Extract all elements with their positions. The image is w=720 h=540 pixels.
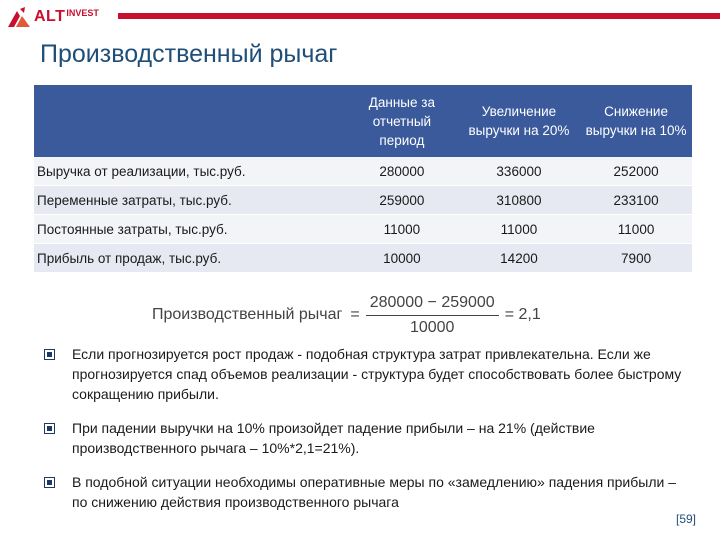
- formula-lhs: Производственный рычаг: [152, 306, 343, 323]
- cell-value: 252000: [580, 157, 692, 186]
- logo-invest-text: INVEST: [66, 8, 99, 18]
- leverage-table: [34, 85, 692, 273]
- logo-arrows-icon: [8, 7, 30, 27]
- cell-value: 14200: [458, 244, 580, 273]
- square-bullet-icon: [44, 423, 55, 434]
- table-row: [34, 157, 692, 186]
- list-item: [44, 472, 694, 512]
- row-label: Переменные затраты, тыс.руб.: [34, 186, 346, 215]
- square-bullet-icon: [44, 477, 55, 488]
- cell-value: 11000: [458, 215, 580, 244]
- row-label: Прибыль от продаж, тыс.руб.: [34, 244, 346, 273]
- header-divider: [118, 13, 720, 19]
- cell-value: 11000: [580, 215, 692, 244]
- formula-numerator: 280000 − 259000: [366, 294, 499, 316]
- altinvest-logo: [8, 6, 99, 28]
- formula-equals: =: [350, 306, 360, 323]
- table-row: [34, 215, 692, 244]
- formula-fraction: [366, 294, 499, 337]
- header-revenue-increase: Увеличение выручки на 20%: [458, 85, 580, 157]
- header-blank-cell: [34, 85, 346, 157]
- bullet-list: [44, 344, 697, 526]
- formula-result: = 2,1: [504, 306, 541, 323]
- cell-value: 233100: [580, 186, 692, 215]
- square-bullet-icon: [44, 349, 55, 360]
- logo-alt-text: ALT: [34, 8, 66, 25]
- header-revenue-decrease: Снижение выручки на 10%: [580, 85, 692, 157]
- bullet-text: При падении выручки на 10% произойдет падение прибыли – на 21% (действие производственного рычага – 10%*2,1=21%).: [72, 420, 595, 456]
- cell-value: 259000: [346, 186, 458, 215]
- table-row: [34, 186, 692, 215]
- page-title: Производственный рычаг: [40, 40, 338, 68]
- table-header-row: [34, 85, 692, 157]
- list-item: [44, 344, 694, 404]
- table-row: [34, 244, 692, 273]
- row-label: Выручка от реализации, тыс.руб.: [34, 157, 346, 186]
- bullet-text: Если прогнозируется рост продаж - подобная структура затрат привлекательна. Если же прогнозируется спад объемов реализации - структура будет способствовать более быстрому сокращению прибыли.: [72, 346, 682, 402]
- cell-value: 310800: [458, 186, 580, 215]
- header-reporting-period: Данные за отчетный период: [346, 85, 458, 157]
- row-label: Постоянные затраты, тыс.руб.: [34, 215, 346, 244]
- cell-value: 336000: [458, 157, 580, 186]
- cell-value: 7900: [580, 244, 692, 273]
- bullet-text: В подобной ситуации необходимы оперативные меры по «замедлению» падения прибыли – по снижению действия производственного рычага: [72, 474, 676, 510]
- cell-value: 10000: [346, 244, 458, 273]
- formula-denominator: 10000: [409, 318, 455, 336]
- list-item: [44, 418, 694, 458]
- leverage-formula: [152, 291, 541, 339]
- cell-value: 11000: [346, 215, 458, 244]
- page-number: [59]: [676, 512, 697, 526]
- cell-value: 280000: [346, 157, 458, 186]
- top-bar: [0, 0, 720, 34]
